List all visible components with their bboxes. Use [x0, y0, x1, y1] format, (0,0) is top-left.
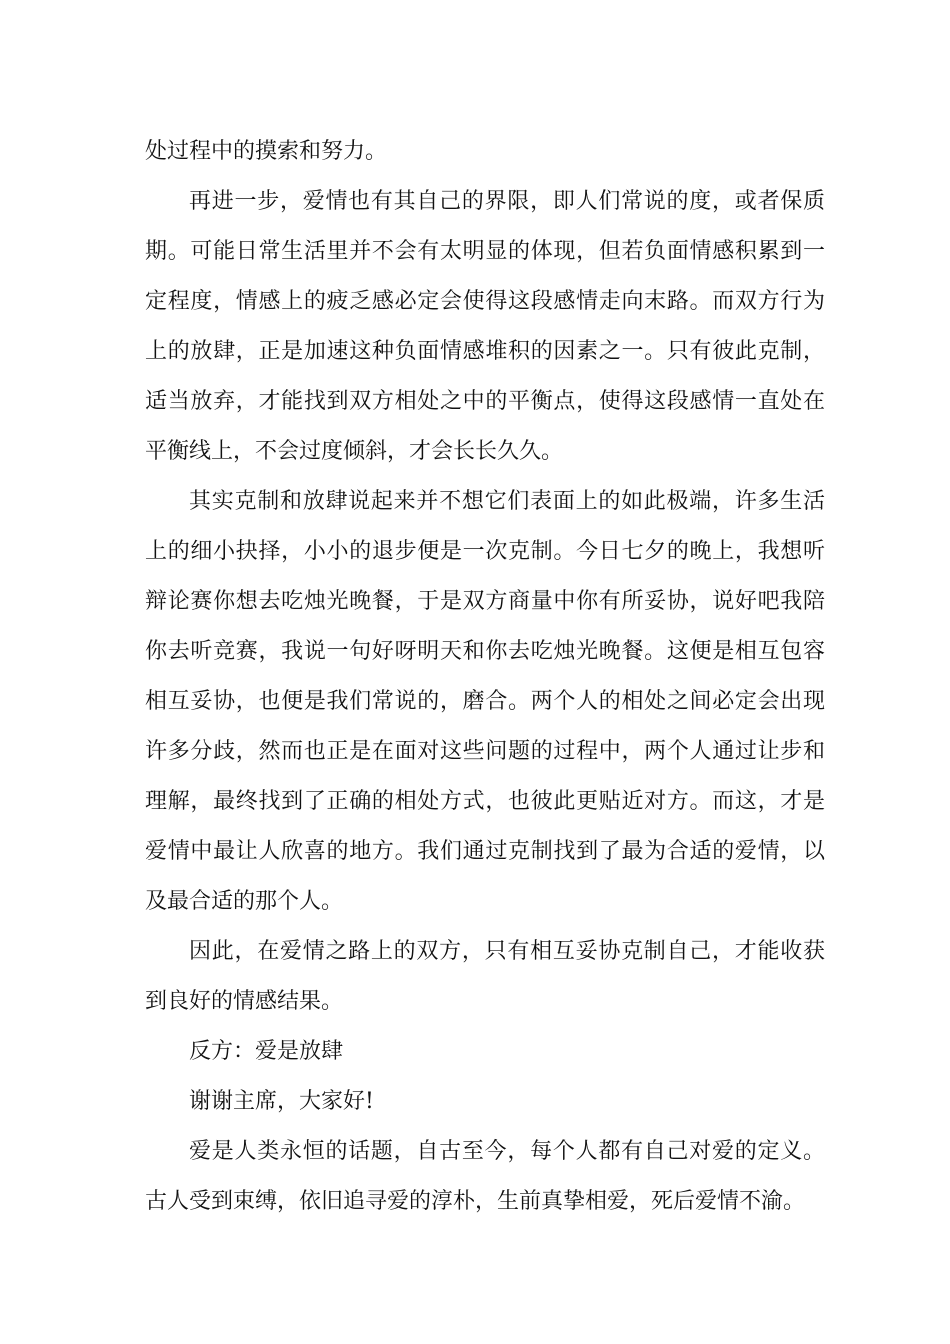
document-body [145, 127, 825, 1227]
paragraph-2: 再进一步，爱情也有其自己的界限，即人们常说的度，或者保质期。可能日常生活里并不会有太明显的体现，但若负面情感积累到一定程度，情感上的疲乏感必定会使得这段感情走向末路。而双方行为上的放肆，正是加速这种负面情感堆积的因素之一。只有彼此克制，适当放弃，才能找到双方相处之中的平衡点，使得这段感情一直处在平衡线上，不会过度倾斜，才会长长久久。 [145, 189, 825, 464]
paragraph-4: 因此，在爱情之路上的双方，只有相互妥协克制自己，才能收获到良好的情感结果。 [145, 939, 825, 1014]
greeting-line: 谢谢主席，大家好! [189, 1089, 374, 1114]
paragraph-1: 处过程中的摸索和努力。 [145, 139, 388, 164]
paragraph-3: 其实克制和放肆说起来并不想它们表面上的如此极端，许多生活上的细小抉择，小小的退步便是一次克制。今日七夕的晚上，我想听辩论赛你想去吃烛光晚餐，于是双方商量中你有所妥协，说好吧我陪你去听竞赛，我说一句好呀明天和你去吃烛光晚餐。这便是相互包容相互妥协，也便是我们常说的，磨合。两个人的相处之间必定会出现许多分歧，然而也正是在面对这些问题的过程中，两个人通过让步和理解，最终找到了正确的相处方式，也彼此更贴近对方。而这，才是爱情中最让人欣喜的地方。我们通过克制找到了最为合适的爱情，以及最合适的那个人。 [145, 489, 825, 914]
section-heading-con-side: 反方：爱是放肆 [189, 1039, 344, 1064]
paragraph-7: 爱是人类永恒的话题，自古至今，每个人都有自己对爱的定义。古人受到束缚，依旧追寻爱的淳朴，生前真挚相爱，死后爱情不渝。 [145, 1139, 825, 1214]
